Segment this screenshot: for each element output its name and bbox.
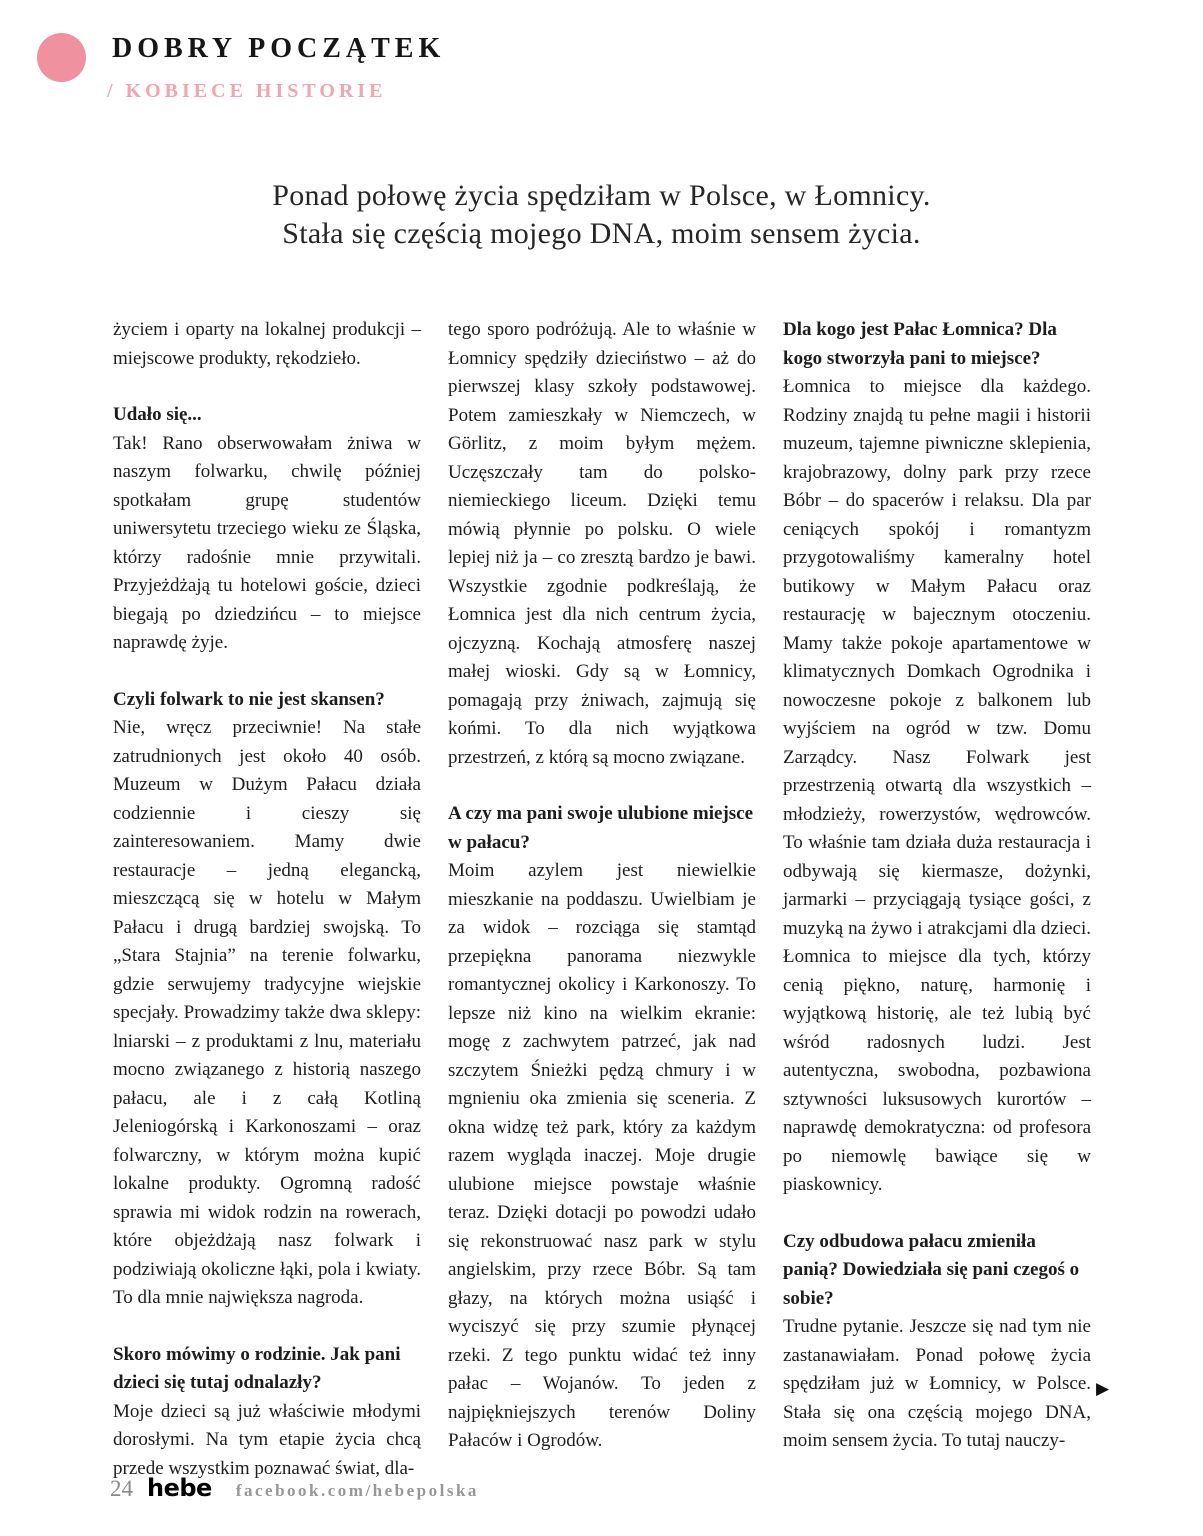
article-body	[113, 316, 1091, 1483]
page-number: 24	[110, 1476, 133, 1501]
article-paragraph: Moim azylem jest niewielkie mieszkanie na poddaszu. Uwielbiam je za widok – rozciąga się stamtąd przepiękna panorama niezwykle romantycznej okolicy i Karkonoszy. To lepsze niż kino na wielkim ekranie: mogę z zachwytem patrzeć, jak nad szczytem Śnieżki pędzą chmury i w mgnieniu oka zmienia się sceneria. Z okna widzę też park, który za każdym razem wygląda inaczej. Moje drugie ulubione miejsce powstaje właśnie teraz. Dzięki dotacji po powodzi udało się rekonstruować nasz park w stylu angielskim, przy rzece Bóbr. Są tam głazy, na których można usiąść i wyciszyć się przy szumie płynącej rzeki. Z tego punktu widać też inny pałac – Wojanów. To jeden z najpiękniejszych terenów Doliny Pałaców i Ogrodów.	[448, 860, 756, 1451]
article-column-1	[113, 316, 421, 1483]
interview-question: Dla kogo jest Pałac Łomnica? Dla kogo stworzyła pani to miejsce?	[783, 319, 1057, 369]
page-footer	[110, 1474, 479, 1502]
article-paragraph: Moje dzieci są już właściwie młodymi dorosłymi. Na tym etapie życia chcą przede wszystkim poznawać świat, dla-	[113, 1400, 421, 1479]
facebook-url[interactable]: facebook.com/hebepolska	[235, 1481, 479, 1500]
interview-question: Udało się...	[113, 404, 202, 425]
interview-question: A czy ma pani swoje ulubione miejsce w pałacu?	[448, 803, 754, 853]
pull-quote-line1: Ponad połowę życia spędziłam w Polsce, w Łomnicy.	[272, 179, 931, 212]
section-title: DOBRY POCZĄTEK	[112, 33, 446, 64]
article-paragraph: tego sporo podróżują. Ale to właśnie w Łomnicy spędziły dzieciństwo – aż do pierwszej klasy szkoły podstawowej. Potem zamieszkały w Niemczech, w Görlitz, z moim byłym mężem. Uczęszczały tam do polsko-niemieckiego liceum. Dzięki temu mówią płynnie po polsku. O wiele lepiej niż ja – co zresztą bardzo je bawi. Wszystkie zgodnie podkreślają, że Łomnica jest dla nich centrum życia, ojczyzną. Kochają atmosferę naszej małej wioski. Gdy są w Łomnicy, pomagają przy żniwach, zajmują się końmi. To dla nich wyjątkowa przestrzeń, z którą są mocno związane.	[448, 319, 756, 768]
article-paragraph: Trudne pytanie. Jeszcze się nad tym nie zastanawiałam. Ponad połowę życia spędziłam już w Łomnicy, w Polsce. Stała się ona częścią mojego DNA, moim sensem życia. To tutaj nauczy-	[783, 1316, 1091, 1451]
interview-question: Skoro mówimy o rodzinie. Jak pani dzieci się tutaj odnalazły?	[113, 1343, 401, 1393]
subsection-title: / KOBIECE HISTORIE	[107, 80, 387, 102]
article-paragraph: Nie, wręcz przeciwnie! Na stałe zatrudnionych jest około 40 osób. Muzeum w Dużym Pałacu działa codziennie i cieszy się zainteresowaniem. Mamy dwie restauracje – jedną elegancką, mieszczącą się w hotelu w Małym Pałacu i drugą bardziej swojską. To „Stara Stajnia” na terenie folwarku, gdzie serwujemy tradycyjne wiejskie specjały. Prowadzimy także dwa sklepy: lniarski – z produktami z lnu, materiału mocno związanego z historią naszego pałacu, ale i z całą Kotliną Jeleniogórską i Karkonoszami – oraz folwarczny, w którym można kupić lokalne produkty. Ogromną radość sprawia mi widok rodzin na rowerach, które objeżdżają nasz folwark i podziwiają okoliczne łąki, pola i kwiaty. To dla mnie największa nagroda.	[113, 717, 421, 1308]
pull-quote-line2: Stała się częścią mojego DNA, moim sensem życia.	[282, 217, 921, 250]
article-paragraph: życiem i oparty na lokalnej produkcji – miejscowe produkty, rękodzieło.	[113, 319, 421, 369]
hebe-logo: hebe	[147, 1474, 212, 1502]
pink-dot-decoration	[37, 33, 86, 82]
article-column-2	[448, 316, 756, 1456]
article-column-3	[783, 316, 1091, 1456]
article-continues-arrow-icon: ▶	[1096, 1379, 1110, 1399]
article-paragraph: Łomnica to miejsce dla każdego. Rodziny znajdą tu pełne magii i historii muzeum, tajemne piwniczne sklepienia, krajobrazowy, dolny park przy rzece Bóbr – do spacerów i relaksu. Dla par ceniących spokój i romantyzm przygotowaliśmy kameralny hotel butikowy w Małym Pałacu oraz restaurację w bajecznym otoczeniu. Mamy także pokoje apartamentowe w klimatycznych Domkach Ogrodnika i nowoczesne pokoje z balkonem lub wyjściem na ogród w tzw. Domu Zarządcy. Nasz Folwark jest przestrzenią otwartą dla wszystkich – młodzieży, rowerzystów, wędrowców. To właśnie tam działa duża restauracja i odbywają się kiermasze, dożynki, jarmarki – przyciągają tysiące gości, z muzyką na żywo i atrakcjami dla dzieci. Łomnica to miejsce dla tych, którzy cenią piękno, naturę, harmonię i wyjątkową historię, ale też lubią być wśród radosnych ludzi. Jest autentyczna, swobodna, pozbawiona sztywności luksusowych kurortów – naprawdę demokratyczna: od profesora po niemowlę bawiące się w piaskownicy.	[783, 376, 1091, 1195]
interview-question: Czyli folwark to nie jest skansen?	[113, 688, 385, 710]
pull-quote	[0, 177, 1203, 253]
article-paragraph: Tak! Rano obserwowałam żniwa w naszym folwarku, chwilę później spotkałam grupę studentów uniwersytetu trzeciego wieku ze Śląska, którzy radośnie mnie przywitali. Przyjeżdżają tu hotelowi goście, dzieci biegają po dziedzińcu – to miejsce naprawdę żyje.	[113, 432, 421, 653]
interview-question: Czy odbudowa pałacu zmieniła panią? Dowiedziała się pani czegoś o sobie?	[783, 1230, 1080, 1309]
